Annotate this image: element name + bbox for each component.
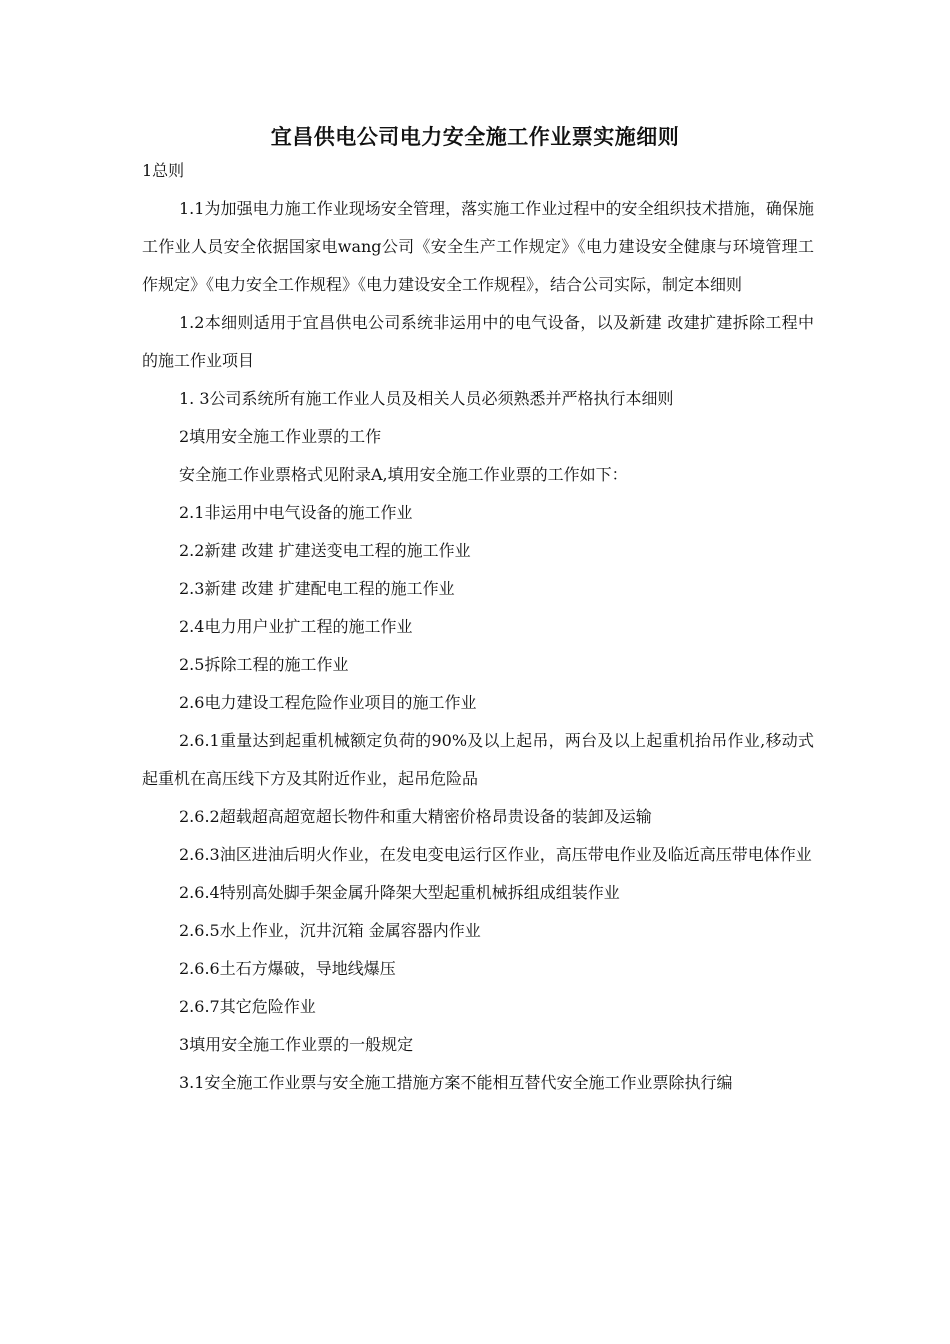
body-paragraph: 2.1非运用中电气设备的施工作业 — [179, 503, 413, 522]
document-body — [142, 152, 814, 1102]
body-paragraph: 2.6.4特别高处脚手架金属升降架大型起重机械拆组成组装作业 — [179, 883, 620, 902]
body-paragraph: 2.5拆除工程的施工作业 — [179, 655, 349, 674]
body-paragraph: 2.6.1重量达到起重机械额定负荷的90%及以上起吊，两台及以上起重机抬吊作业,移动式起重机在高压线下方及其附近作业，起吊危险品 — [142, 731, 814, 788]
body-paragraph: 2.2新建 改建 扩建送变电工程的施工作业 — [179, 541, 471, 560]
body-paragraph: 2填用安全施工作业票的工作 — [179, 427, 382, 446]
body-paragraph: 2.6.6土石方爆破，导地线爆压 — [179, 959, 396, 978]
body-paragraph: 3填用安全施工作业票的一般规定 — [179, 1035, 414, 1054]
body-paragraph: 2.6.7其它危险作业 — [179, 997, 316, 1016]
body-paragraph: 2.4电力用户业扩工程的施工作业 — [179, 617, 413, 636]
body-paragraph: 1.2本细则适用于宜昌供电公司系统非运用中的电气设备，以及新建 改建扩建拆除工程中的施工作业项目 — [142, 313, 814, 370]
document-title: 宜昌供电公司电力安全施工作业票实施细则 — [270, 124, 680, 150]
body-paragraph: 安全施工作业票格式见附录A,填用安全施工作业票的工作如下： — [179, 465, 628, 484]
body-paragraph: 2.6.5水上作业，沉井沉箱 金属容器内作业 — [179, 921, 481, 940]
body-paragraph: 1.1为加强电力施工作业现场安全管理，落实施工作业过程中的安全组织技术措施，确保施工作业人员安全依据国家电wang公司《安全生产工作规定》《电力建设安全健康与环境管理工作规定》《电力安全工作规程》《电力建设安全工作规程》，结合公司实际，制定本细则 — [142, 199, 814, 294]
body-paragraph: 2.6.2超载超高超宽超长物件和重大精密价格昂贵设备的装卸及运输 — [179, 807, 652, 826]
body-paragraph: 2.3新建 改建 扩建配电工程的施工作业 — [179, 579, 455, 598]
body-paragraph: 3.1安全施工作业票与安全施工措施方案不能相互替代安全施工作业票除执行编 — [179, 1073, 733, 1092]
body-paragraph: 2.6.3油区进油后明火作业，在发电变电运行区作业，高压带电作业及临近高压带电体作业 — [179, 845, 812, 864]
body-paragraph: 1总则 — [142, 161, 185, 180]
body-paragraph: 1. 3公司系统所有施工作业人员及相关人员必须熟悉并严格执行本细则 — [179, 389, 674, 408]
body-paragraph: 2.6电力建设工程危险作业项目的施工作业 — [179, 693, 477, 712]
